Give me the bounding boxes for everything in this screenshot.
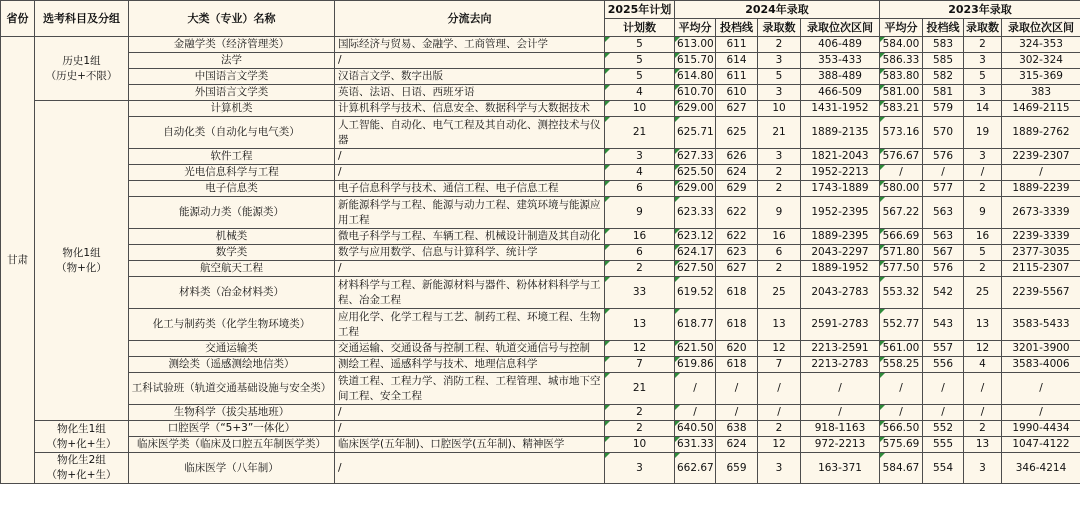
major-cell: 化工与制药类（化学生物环境类） [129,309,335,341]
rank-2023-cell: 2239-3339 [1002,229,1080,245]
plan-count-cell: 7 [605,357,675,373]
cutoff-2024-cell: 623 [716,245,758,261]
cutoff-2024-cell: 626 [716,149,758,165]
destination-cell: / [335,165,605,181]
avg-2023-cell: 576.67 [880,149,923,165]
major-cell: 中国语言文学类 [129,69,335,85]
rank-2023-cell: 1889-2239 [1002,181,1080,197]
major-cell: 软件工程 [129,149,335,165]
rank-2024-cell: 163-371 [801,453,880,484]
table-row [1,405,1080,421]
cutoff-2024-cell: 624 [716,165,758,181]
table-row [1,373,1080,405]
plan-count-cell: 6 [605,245,675,261]
major-cell: 口腔医学（“5+3”一体化） [129,421,335,437]
count-2023-cell: 5 [964,69,1002,85]
major-cell: 交通运输类 [129,341,335,357]
cutoff-2024-cell: / [716,405,758,421]
count-2024-cell: 21 [758,117,801,149]
cutoff-2023-cell: 582 [923,69,964,85]
cutoff-2024-cell: 625 [716,117,758,149]
plan-count-cell: 12 [605,341,675,357]
avg-2023-cell: / [880,373,923,405]
avg-2023-cell: 581.00 [880,85,923,101]
avg-2024-cell: 662.67 [675,453,716,484]
rank-2024-cell: 1889-1952 [801,261,880,277]
header-subject-group: 选考科目及分组 [35,1,129,37]
major-cell: 电子信息类 [129,181,335,197]
avg-2024-cell: / [675,405,716,421]
cutoff-2023-cell: 576 [923,149,964,165]
avg-2023-cell: 583.80 [880,69,923,85]
table-row [1,245,1080,261]
cutoff-2024-cell: 611 [716,37,758,53]
major-cell: 测绘类（遥感测绘地信类） [129,357,335,373]
plan-count-cell: 33 [605,277,675,309]
table-row [1,69,1080,85]
destination-cell: 英语、法语、日语、西班牙语 [335,85,605,101]
rank-2023-cell: 1469-2115 [1002,101,1080,117]
rank-2024-cell: 1889-2395 [801,229,880,245]
destination-cell: 电子信息科学与技术、通信工程、电子信息工程 [335,181,605,197]
plan-count-cell: 5 [605,37,675,53]
plan-count-cell: 10 [605,101,675,117]
count-2023-cell: 12 [964,341,1002,357]
table-row [1,229,1080,245]
plan-count-cell: 5 [605,69,675,85]
count-2023-cell: 13 [964,309,1002,341]
avg-2023-cell: 584.00 [880,37,923,53]
avg-2023-cell: 553.32 [880,277,923,309]
cutoff-2023-cell: 585 [923,53,964,69]
major-cell: 航空航天工程 [129,261,335,277]
cutoff-2024-cell: 627 [716,261,758,277]
cutoff-2024-cell: 618 [716,357,758,373]
count-2023-cell: 3 [964,149,1002,165]
plan-count-cell: 21 [605,117,675,149]
destination-cell: 测绘工程、遥感科学与技术、地理信息科学 [335,357,605,373]
header-plan-count: 计划数 [605,19,675,37]
rank-2023-cell: / [1002,165,1080,181]
rank-2023-cell: 2377-3035 [1002,245,1080,261]
avg-2024-cell: 629.00 [675,181,716,197]
cutoff-2024-cell: 614 [716,53,758,69]
rank-2023-cell: 383 [1002,85,1080,101]
header-avg-2023: 平均分 [880,19,923,37]
cutoff-2023-cell: 576 [923,261,964,277]
rank-2024-cell: 466-509 [801,85,880,101]
rank-2023-cell: 1990-4434 [1002,421,1080,437]
count-2023-cell: 16 [964,229,1002,245]
avg-2023-cell: 583.21 [880,101,923,117]
destination-cell: 应用化学、化学工程与工艺、制药工程、环境工程、生物工程 [335,309,605,341]
rank-2024-cell: 1952-2395 [801,197,880,229]
table-row [1,421,1080,437]
cutoff-2023-cell: 543 [923,309,964,341]
count-2024-cell: 9 [758,197,801,229]
count-2024-cell: 25 [758,277,801,309]
cutoff-2024-cell: 618 [716,277,758,309]
major-cell: 能源动力类（能源类） [129,197,335,229]
count-2023-cell: 2 [964,261,1002,277]
avg-2023-cell: / [880,405,923,421]
rank-2024-cell: 2213-2783 [801,357,880,373]
rank-2023-cell: 3583-4006 [1002,357,1080,373]
rank-2024-cell: 2043-2783 [801,277,880,309]
cutoff-2024-cell: 629 [716,181,758,197]
count-2023-cell: 4 [964,357,1002,373]
destination-cell: 人工智能、自动化、电气工程及其自动化、测控技术与仪器 [335,117,605,149]
rank-2023-cell: 2673-3339 [1002,197,1080,229]
major-cell: 工科试验班（轨道交通基础设施与安全类） [129,373,335,405]
plan-count-cell: 21 [605,373,675,405]
cutoff-2023-cell: 554 [923,453,964,484]
table-header [1,1,1080,37]
count-2024-cell: 2 [758,421,801,437]
cutoff-2023-cell: 552 [923,421,964,437]
count-2023-cell: 25 [964,277,1002,309]
table-row [1,453,1080,484]
avg-2024-cell: 621.50 [675,341,716,357]
rank-2024-cell: 2591-2783 [801,309,880,341]
rank-2024-cell: 1431-1952 [801,101,880,117]
major-cell: 机械类 [129,229,335,245]
major-cell: 材料类（冶金材料类） [129,277,335,309]
header-cutoff-2023: 投档线 [923,19,964,37]
rank-2024-cell: 1952-2213 [801,165,880,181]
destination-cell: / [335,421,605,437]
cutoff-2023-cell: 579 [923,101,964,117]
count-2024-cell: 10 [758,101,801,117]
rank-2024-cell: / [801,405,880,421]
plan-count-cell: 5 [605,53,675,69]
table-row [1,165,1080,181]
rank-2023-cell: / [1002,373,1080,405]
avg-2023-cell: 561.00 [880,341,923,357]
cutoff-2023-cell: 563 [923,229,964,245]
avg-2023-cell: 566.69 [880,229,923,245]
avg-2024-cell: 618.77 [675,309,716,341]
avg-2024-cell: 624.17 [675,245,716,261]
rank-2024-cell: 2213-2591 [801,341,880,357]
destination-cell: 国际经济与贸易、金融学、工商管理、会计学 [335,37,605,53]
major-cell: 法学 [129,53,335,69]
rank-2023-cell: 3201-3900 [1002,341,1080,357]
plan-count-cell: 2 [605,261,675,277]
count-2023-cell: 19 [964,117,1002,149]
avg-2024-cell: 627.33 [675,149,716,165]
rank-2024-cell: 2043-2297 [801,245,880,261]
header-admit-2024: 2024年录取 [675,1,880,19]
rank-2024-cell: 1889-2135 [801,117,880,149]
table-row [1,309,1080,341]
table-row [1,101,1080,117]
count-2024-cell: / [758,405,801,421]
count-2024-cell: / [758,373,801,405]
cutoff-2024-cell: 618 [716,309,758,341]
count-2024-cell: 6 [758,245,801,261]
cutoff-2024-cell: 659 [716,453,758,484]
rank-2024-cell: 1821-2043 [801,149,880,165]
cutoff-2023-cell: 581 [923,85,964,101]
header-count-2023: 录取数 [964,19,1002,37]
count-2024-cell: 12 [758,437,801,453]
header-major: 大类（专业）名称 [129,1,335,37]
count-2024-cell: 3 [758,85,801,101]
major-cell: 临床医学类（临床及口腔五年制医学类） [129,437,335,453]
major-cell: 计算机类 [129,101,335,117]
count-2024-cell: 3 [758,149,801,165]
cutoff-2024-cell: 611 [716,69,758,85]
destination-cell: 材料科学与工程、新能源材料与器件、粉体材料科学与工程、冶金工程 [335,277,605,309]
avg-2023-cell: 552.77 [880,309,923,341]
avg-2024-cell: 625.50 [675,165,716,181]
plan-count-cell: 13 [605,309,675,341]
cutoff-2024-cell: 624 [716,437,758,453]
header-rank-2024: 录取位次区间 [801,19,880,37]
rank-2023-cell: 2115-2307 [1002,261,1080,277]
table-row [1,181,1080,197]
avg-2024-cell: 614.80 [675,69,716,85]
subject-group-cell: 物化生1组 （物+化+生） [35,421,129,453]
cutoff-2023-cell: / [923,373,964,405]
count-2023-cell: 13 [964,437,1002,453]
rank-2024-cell: 972-2213 [801,437,880,453]
table-row [1,117,1080,149]
cutoff-2024-cell: 610 [716,85,758,101]
count-2024-cell: 7 [758,357,801,373]
destination-cell: 交通运输、交通设备与控制工程、轨道交通信号与控制 [335,341,605,357]
count-2023-cell: / [964,405,1002,421]
header-count-2024: 录取数 [758,19,801,37]
destination-cell: 新能源科学与工程、能源与动力工程、建筑环境与能源应用工程 [335,197,605,229]
header-admit-2023: 2023年录取 [880,1,1080,19]
count-2024-cell: 13 [758,309,801,341]
count-2024-cell: 16 [758,229,801,245]
avg-2023-cell: 571.80 [880,245,923,261]
rank-2023-cell: 1889-2762 [1002,117,1080,149]
rank-2024-cell: 388-489 [801,69,880,85]
destination-cell: 铁道工程、工程力学、消防工程、工程管理、城市地下空间工程、安全工程 [335,373,605,405]
destination-cell: 汉语言文学、数字出版 [335,69,605,85]
avg-2024-cell: 640.50 [675,421,716,437]
major-cell: 金融学类（经济管理类） [129,37,335,53]
count-2024-cell: 2 [758,261,801,277]
destination-cell: 计算机科学与技术、信息安全、数据科学与大数据技术 [335,101,605,117]
plan-count-cell: 9 [605,197,675,229]
destination-cell: 临床医学(五年制)、口腔医学(五年制)、精神医学 [335,437,605,453]
avg-2024-cell: 619.52 [675,277,716,309]
avg-2023-cell: 575.69 [880,437,923,453]
avg-2023-cell: 584.67 [880,453,923,484]
avg-2024-cell: 629.00 [675,101,716,117]
rank-2023-cell: 3583-5433 [1002,309,1080,341]
cutoff-2024-cell: 627 [716,101,758,117]
count-2023-cell: 2 [964,37,1002,53]
avg-2024-cell: 610.70 [675,85,716,101]
count-2023-cell: / [964,373,1002,405]
rank-2023-cell: 315-369 [1002,69,1080,85]
table-row [1,261,1080,277]
rank-2023-cell: / [1002,405,1080,421]
count-2023-cell: 3 [964,453,1002,484]
avg-2024-cell: 631.33 [675,437,716,453]
avg-2023-cell: 580.00 [880,181,923,197]
major-cell: 自动化类（自动化与电气类） [129,117,335,149]
avg-2023-cell: / [880,165,923,181]
cutoff-2024-cell: 622 [716,229,758,245]
rank-2023-cell: 302-324 [1002,53,1080,69]
rank-2024-cell: 406-489 [801,37,880,53]
cutoff-2023-cell: 567 [923,245,964,261]
avg-2024-cell: / [675,373,716,405]
table-row [1,197,1080,229]
plan-count-cell: 2 [605,405,675,421]
table-row [1,341,1080,357]
table-row [1,357,1080,373]
plan-count-cell: 4 [605,165,675,181]
avg-2023-cell: 577.50 [880,261,923,277]
count-2023-cell: 14 [964,101,1002,117]
cutoff-2023-cell: / [923,165,964,181]
plan-count-cell: 16 [605,229,675,245]
header-rank-2023: 录取位次区间 [1002,19,1080,37]
cutoff-2023-cell: 570 [923,117,964,149]
cutoff-2024-cell: 638 [716,421,758,437]
avg-2023-cell: 586.33 [880,53,923,69]
header-destination: 分流去向 [335,1,605,37]
province-cell: 甘肃 [1,37,35,484]
header-cutoff-2024: 投档线 [716,19,758,37]
cutoff-2024-cell: 622 [716,197,758,229]
rank-2023-cell: 2239-2307 [1002,149,1080,165]
subject-group-cell: 物化1组 （物+化） [35,101,129,421]
subject-group-cell: 历史1组 （历史+不限） [35,37,129,101]
avg-2024-cell: 625.71 [675,117,716,149]
count-2023-cell: 5 [964,245,1002,261]
destination-cell: / [335,261,605,277]
avg-2024-cell: 623.33 [675,197,716,229]
cutoff-2023-cell: / [923,405,964,421]
table-row [1,149,1080,165]
header-province: 省份 [1,1,35,37]
count-2023-cell: 2 [964,421,1002,437]
rank-2024-cell: 353-433 [801,53,880,69]
count-2023-cell: 2 [964,181,1002,197]
avg-2023-cell: 566.50 [880,421,923,437]
table-row [1,277,1080,309]
destination-cell: 微电子科学与工程、车辆工程、机械设计制造及其自动化 [335,229,605,245]
destination-cell: / [335,53,605,69]
rank-2023-cell: 346-4214 [1002,453,1080,484]
count-2023-cell: 3 [964,85,1002,101]
count-2023-cell: 9 [964,197,1002,229]
table-body [1,37,1080,484]
cutoff-2023-cell: 557 [923,341,964,357]
count-2024-cell: 2 [758,181,801,197]
avg-2023-cell: 567.22 [880,197,923,229]
rank-2023-cell: 1047-4122 [1002,437,1080,453]
avg-2024-cell: 627.50 [675,261,716,277]
cutoff-2023-cell: 555 [923,437,964,453]
cutoff-2023-cell: 577 [923,181,964,197]
major-cell: 生物科学（拔尖基地班） [129,405,335,421]
header-avg-2024: 平均分 [675,19,716,37]
rank-2023-cell: 324-353 [1002,37,1080,53]
count-2024-cell: 5 [758,69,801,85]
count-2024-cell: 2 [758,165,801,181]
major-cell: 外国语言文学类 [129,85,335,101]
header-plan-2025: 2025年计划 [605,1,675,19]
cutoff-2024-cell: / [716,373,758,405]
destination-cell: / [335,149,605,165]
count-2024-cell: 2 [758,37,801,53]
avg-2023-cell: 573.16 [880,117,923,149]
table-row [1,437,1080,453]
table-row [1,53,1080,69]
rank-2023-cell: 2239-5567 [1002,277,1080,309]
rank-2024-cell: 918-1163 [801,421,880,437]
cutoff-2023-cell: 583 [923,37,964,53]
count-2023-cell: / [964,165,1002,181]
cutoff-2023-cell: 542 [923,277,964,309]
plan-count-cell: 3 [605,149,675,165]
destination-cell: / [335,453,605,484]
avg-2024-cell: 613.00 [675,37,716,53]
plan-count-cell: 6 [605,181,675,197]
plan-count-cell: 2 [605,421,675,437]
count-2024-cell: 3 [758,453,801,484]
avg-2024-cell: 619.86 [675,357,716,373]
avg-2024-cell: 615.70 [675,53,716,69]
table-row [1,85,1080,101]
rank-2024-cell: 1743-1889 [801,181,880,197]
rank-2024-cell: / [801,373,880,405]
cutoff-2023-cell: 563 [923,197,964,229]
table-row [1,37,1080,53]
plan-count-cell: 4 [605,85,675,101]
plan-count-cell: 10 [605,437,675,453]
cutoff-2023-cell: 556 [923,357,964,373]
count-2024-cell: 12 [758,341,801,357]
count-2024-cell: 3 [758,53,801,69]
destination-cell: 数学与应用数学、信息与计算科学、统计学 [335,245,605,261]
cutoff-2024-cell: 620 [716,341,758,357]
count-2023-cell: 3 [964,53,1002,69]
avg-2024-cell: 623.12 [675,229,716,245]
major-cell: 光电信息科学与工程 [129,165,335,181]
destination-cell: / [335,405,605,421]
avg-2023-cell: 558.25 [880,357,923,373]
plan-count-cell: 3 [605,453,675,484]
subject-group-cell: 物化生2组 （物+化+生） [35,453,129,484]
major-cell: 临床医学（八年制） [129,453,335,484]
major-cell: 数学类 [129,245,335,261]
